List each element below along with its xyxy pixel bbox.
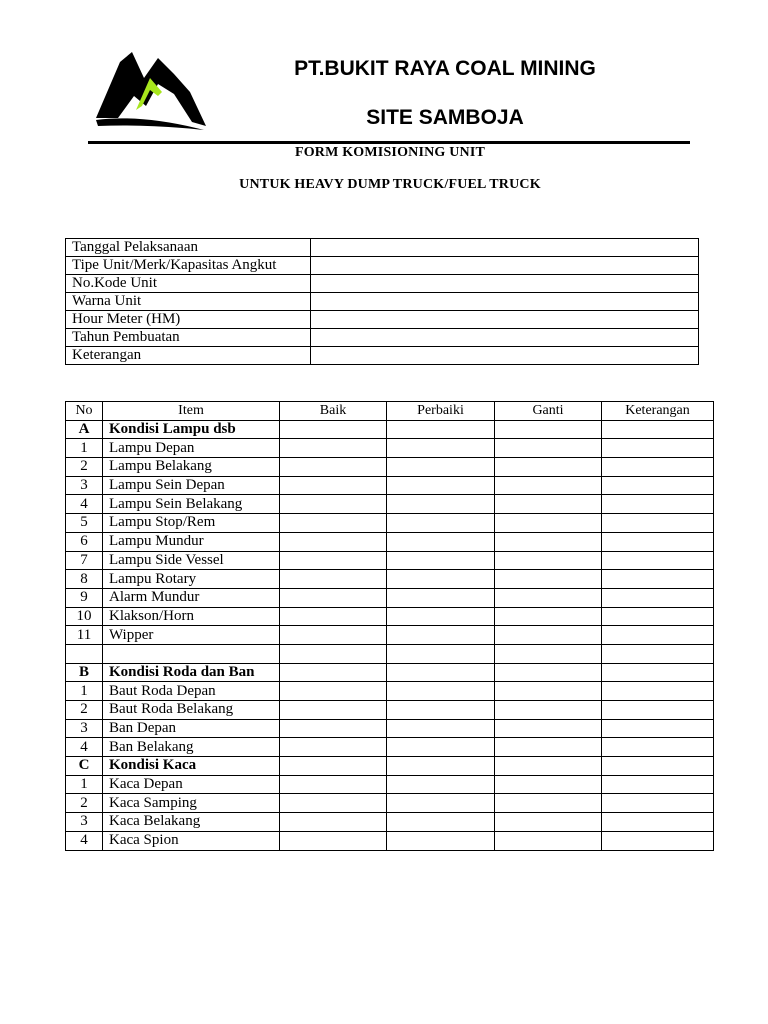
baik-cell[interactable] [280,682,387,701]
perbaiki-cell[interactable] [387,495,495,514]
ganti-cell[interactable] [495,738,602,757]
baik-cell[interactable] [280,551,387,570]
baik-cell[interactable] [280,644,387,663]
keterangan-cell[interactable] [602,682,714,701]
item-number: 5 [66,514,103,533]
info-label: No.Kode Unit [66,275,311,293]
ganti-cell[interactable] [495,439,602,458]
item-number: 1 [66,439,103,458]
item-number [66,644,103,663]
checklist-row [66,794,714,813]
item-name: Baut Roda Belakang [103,701,280,720]
info-value-field[interactable] [311,329,699,347]
info-label: Warna Unit [66,293,311,311]
ganti-cell[interactable] [495,495,602,514]
baik-cell[interactable] [280,588,387,607]
keterangan-cell[interactable] [602,476,714,495]
section-code: C [66,757,103,776]
baik-cell[interactable] [280,794,387,813]
perbaiki-cell[interactable] [387,682,495,701]
item-name: Ban Belakang [103,738,280,757]
keterangan-cell[interactable] [602,738,714,757]
item-number: 2 [66,701,103,720]
keterangan-cell[interactable] [602,644,714,663]
ganti-cell[interactable] [495,682,602,701]
checklist-row [66,775,714,794]
baik-cell[interactable] [280,738,387,757]
keterangan-cell[interactable] [602,588,714,607]
checklist-row [66,495,714,514]
ganti-cell[interactable] [495,813,602,832]
keterangan-cell[interactable] [602,607,714,626]
baik-cell[interactable] [280,476,387,495]
baik-cell[interactable] [280,831,387,850]
ganti-cell[interactable] [495,458,602,477]
section-title: Kondisi Kaca [103,757,280,776]
checklist-header-row [66,402,714,421]
item-name: Klakson/Horn [103,607,280,626]
checklist-table [65,401,714,851]
ganti-cell[interactable] [495,570,602,589]
item-number: 1 [66,775,103,794]
item-name: Lampu Sein Belakang [103,495,280,514]
perbaiki-cell[interactable] [387,794,495,813]
col-header-ganti: Ganti [495,402,602,421]
checklist-row [66,476,714,495]
baik-cell[interactable] [280,439,387,458]
info-row [66,275,699,293]
form-subtitle: UNTUK HEAVY DUMP TRUCK/FUEL TRUCK [239,177,541,192]
ganti-cell[interactable] [495,476,602,495]
info-row [66,329,699,347]
checklist-row [66,458,714,477]
keterangan-cell[interactable] [602,813,714,832]
col-header-keterangan: Keterangan [602,402,714,421]
baik-cell[interactable] [280,570,387,589]
item-number: 3 [66,476,103,495]
perbaiki-cell[interactable] [387,570,495,589]
ganti-cell[interactable] [495,607,602,626]
checklist-row [66,588,714,607]
perbaiki-cell[interactable] [387,813,495,832]
item-name: Alarm Mundur [103,588,280,607]
site-name: SITE SAMBOJA [366,106,524,129]
info-label: Tipe Unit/Merk/Kapasitas Angkut [66,257,311,275]
item-name: Kaca Spion [103,831,280,850]
section-baik-cell [280,757,387,776]
baik-cell[interactable] [280,719,387,738]
keterangan-cell[interactable] [602,701,714,720]
ganti-cell[interactable] [495,719,602,738]
info-value-field[interactable] [311,293,699,311]
section-keterangan-cell [602,663,714,682]
item-name: Lampu Rotary [103,570,280,589]
section-perbaiki-cell [387,420,495,439]
info-value-field[interactable] [311,311,699,329]
perbaiki-cell[interactable] [387,551,495,570]
perbaiki-cell[interactable] [387,532,495,551]
checklist-row [66,719,714,738]
item-name [103,644,280,663]
item-name: Lampu Sein Depan [103,476,280,495]
keterangan-cell[interactable] [602,532,714,551]
info-row [66,347,699,365]
keterangan-cell[interactable] [602,514,714,533]
section-ganti-cell [495,663,602,682]
baik-cell[interactable] [280,495,387,514]
item-number: 1 [66,682,103,701]
checklist-row [66,738,714,757]
item-name: Wipper [103,626,280,645]
section-code: A [66,420,103,439]
checklist-row [66,701,714,720]
section-row [66,663,714,682]
perbaiki-cell[interactable] [387,439,495,458]
keterangan-cell[interactable] [602,831,714,850]
perbaiki-cell[interactable] [387,738,495,757]
checklist-row [66,682,714,701]
section-keterangan-cell [602,420,714,439]
keterangan-cell[interactable] [602,775,714,794]
perbaiki-cell[interactable] [387,458,495,477]
keterangan-cell[interactable] [602,495,714,514]
keterangan-cell[interactable] [602,794,714,813]
ganti-cell[interactable] [495,532,602,551]
company-logo [92,48,208,132]
checklist-row [66,607,714,626]
info-value-field[interactable] [311,257,699,275]
baik-cell[interactable] [280,458,387,477]
item-name: Kaca Samping [103,794,280,813]
col-header-perbaiki: Perbaiki [387,402,495,421]
col-header-item: Item [103,402,280,421]
info-value-field[interactable] [311,275,699,293]
info-label: Tanggal Pelaksanaan [66,239,311,257]
checklist-row [66,626,714,645]
item-name: Kaca Depan [103,775,280,794]
perbaiki-cell[interactable] [387,607,495,626]
perbaiki-cell[interactable] [387,775,495,794]
perbaiki-cell[interactable] [387,701,495,720]
keterangan-cell[interactable] [602,626,714,645]
item-name: Lampu Mundur [103,532,280,551]
keterangan-cell[interactable] [602,719,714,738]
item-name: Ban Depan [103,719,280,738]
checklist-row [66,831,714,850]
checklist-row [66,570,714,589]
info-label: Tahun Pembuatan [66,329,311,347]
checklist-row [66,644,714,663]
section-row [66,757,714,776]
item-number: 7 [66,551,103,570]
section-title: Kondisi Roda dan Ban [103,663,280,682]
logo-swoosh [96,118,204,130]
section-ganti-cell [495,757,602,776]
item-number: 3 [66,813,103,832]
perbaiki-cell[interactable] [387,831,495,850]
item-name: Lampu Belakang [103,458,280,477]
item-number: 4 [66,831,103,850]
baik-cell[interactable] [280,701,387,720]
keterangan-cell[interactable] [602,439,714,458]
ganti-cell[interactable] [495,831,602,850]
item-number: 8 [66,570,103,589]
baik-cell[interactable] [280,514,387,533]
info-value-field[interactable] [311,239,699,257]
baik-cell[interactable] [280,813,387,832]
item-number: 4 [66,495,103,514]
checklist-row [66,813,714,832]
ganti-cell[interactable] [495,626,602,645]
ganti-cell[interactable] [495,588,602,607]
header-divider [88,141,690,144]
checklist-row [66,551,714,570]
ganti-cell[interactable] [495,551,602,570]
ganti-cell[interactable] [495,644,602,663]
info-value-field[interactable] [311,347,699,365]
item-number: 6 [66,532,103,551]
baik-cell[interactable] [280,626,387,645]
perbaiki-cell[interactable] [387,514,495,533]
perbaiki-cell[interactable] [387,476,495,495]
section-keterangan-cell [602,757,714,776]
baik-cell[interactable] [280,607,387,626]
baik-cell[interactable] [280,532,387,551]
info-label: Keterangan [66,347,311,365]
item-name: Lampu Side Vessel [103,551,280,570]
item-name: Lampu Stop/Rem [103,514,280,533]
ganti-cell[interactable] [495,701,602,720]
ganti-cell[interactable] [495,794,602,813]
keterangan-cell[interactable] [602,458,714,477]
info-row [66,257,699,275]
checklist-row [66,532,714,551]
section-perbaiki-cell [387,757,495,776]
section-ganti-cell [495,420,602,439]
perbaiki-cell[interactable] [387,644,495,663]
perbaiki-cell[interactable] [387,588,495,607]
section-baik-cell [280,420,387,439]
info-row [66,293,699,311]
item-number: 11 [66,626,103,645]
item-number: 2 [66,458,103,477]
item-name: Baut Roda Depan [103,682,280,701]
perbaiki-cell[interactable] [387,626,495,645]
item-number: 10 [66,607,103,626]
ganti-cell[interactable] [495,514,602,533]
col-header-no: No [66,402,103,421]
info-row [66,239,699,257]
section-baik-cell [280,663,387,682]
section-title: Kondisi Lampu dsb [103,420,280,439]
section-row [66,420,714,439]
item-name: Lampu Depan [103,439,280,458]
item-number: 4 [66,738,103,757]
unit-info-table [65,238,699,365]
item-number: 3 [66,719,103,738]
checklist-row [66,514,714,533]
item-name: Kaca Belakang [103,813,280,832]
item-number: 2 [66,794,103,813]
keterangan-cell[interactable] [602,570,714,589]
form-title: FORM KOMISIONING UNIT [294,145,486,160]
keterangan-cell[interactable] [602,551,714,570]
info-row [66,311,699,329]
baik-cell[interactable] [280,775,387,794]
item-number: 9 [66,588,103,607]
info-label: Hour Meter (HM) [66,311,311,329]
section-perbaiki-cell [387,663,495,682]
col-header-baik: Baik [280,402,387,421]
ganti-cell[interactable] [495,775,602,794]
section-code: B [66,663,103,682]
company-name: PT.BUKIT RAYA COAL MINING [294,57,596,80]
perbaiki-cell[interactable] [387,719,495,738]
checklist-row [66,439,714,458]
